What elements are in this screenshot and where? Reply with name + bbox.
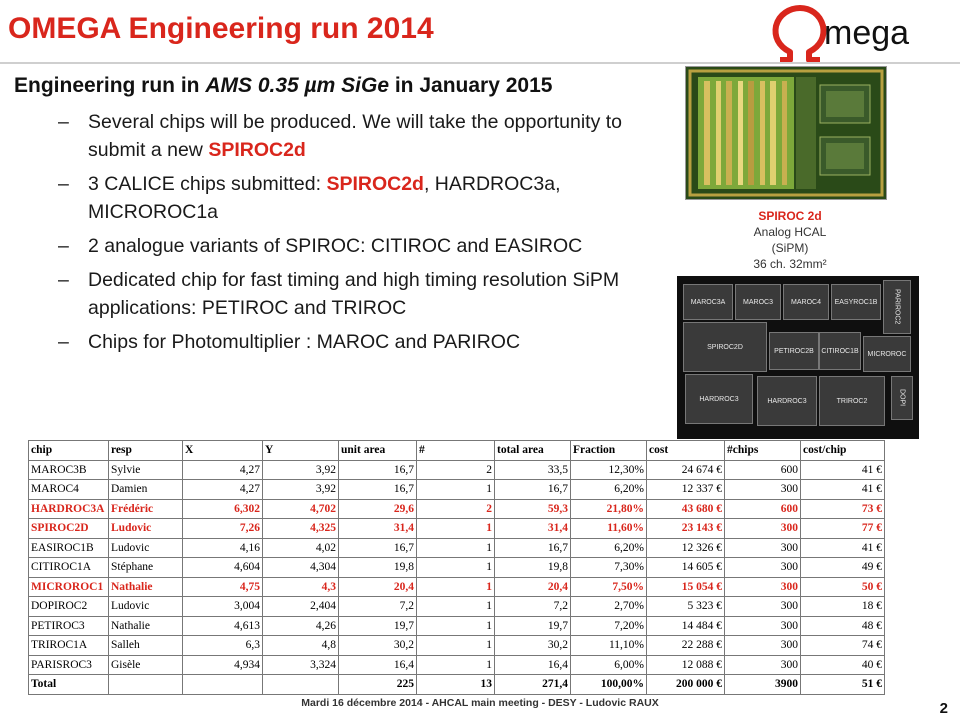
table-cell-y: 3,324 [263, 655, 339, 675]
layout-block-triroc2: TRIROC2 [819, 376, 885, 426]
table-cell-x: 4,75 [183, 577, 263, 597]
page-number: 2 [939, 700, 948, 717]
layout-block-petiroc2b: PETIROC2B [769, 332, 819, 370]
table-cell-cost: 12 337 € [647, 480, 725, 500]
bullet-item [58, 328, 658, 356]
table-cell-fraction: 7,50% [571, 577, 647, 597]
table-cell-unit-area: 16,7 [339, 480, 417, 500]
table-cell-nchips: 300 [725, 538, 801, 558]
table-cell-y: 4,304 [263, 558, 339, 578]
caption-title: SPIROC 2d [758, 209, 822, 223]
table-cell-nchips: 300 [725, 616, 801, 636]
column-header: resp [109, 441, 183, 461]
table-cell-resp [109, 675, 183, 695]
bullet-text: 3 CALICE chips submitted: [88, 173, 327, 195]
table-cell-unit-area: 31,4 [339, 519, 417, 539]
table-row [29, 538, 885, 558]
table-row [29, 499, 885, 519]
table-cell-cost: 200 000 € [647, 675, 725, 695]
table-cell-cost-chip: 40 € [801, 655, 885, 675]
table-cell-resp: Stéphane [109, 558, 183, 578]
bullet-list [58, 108, 658, 362]
table-cell-chip: CITIROC1A [29, 558, 109, 578]
table-cell-cost-chip: 74 € [801, 636, 885, 656]
table-cell-fraction: 11,60% [571, 519, 647, 539]
table-cell-n: 13 [417, 675, 495, 695]
column-header: cost/chip [801, 441, 885, 461]
bullet-item [58, 170, 658, 226]
layout-block-maroc3: MAROC3 [735, 284, 781, 320]
table-row [29, 655, 885, 675]
table-cell-fraction: 100,00% [571, 675, 647, 695]
bullet-text: Chips for Photomultiplier : MAROC and PARIROC [88, 331, 521, 353]
table-cell-x: 6,302 [183, 499, 263, 519]
table-cell-resp: Frédéric [109, 499, 183, 519]
table-cell-nchips: 300 [725, 480, 801, 500]
table-row [29, 460, 885, 480]
table-cell-unit-area: 16,7 [339, 460, 417, 480]
bullet-text-rest: , HARDROC3a, MICROROC1a [88, 173, 561, 223]
table-cell-y: 4,8 [263, 636, 339, 656]
table-cell-cost: 14 484 € [647, 616, 725, 636]
column-header: Fraction [571, 441, 647, 461]
table-cell-cost-chip: 41 € [801, 460, 885, 480]
table-cell-resp: Gisèle [109, 655, 183, 675]
table-cell-n: 1 [417, 480, 495, 500]
table-cell-resp: Nathalie [109, 616, 183, 636]
table-cell-n: 1 [417, 597, 495, 617]
table-cell-x: 4,16 [183, 538, 263, 558]
table-cell-fraction: 6,20% [571, 538, 647, 558]
table-cell-y: 4,702 [263, 499, 339, 519]
table-cell-total-area: 16,7 [495, 538, 571, 558]
heading-suffix: in January 2015 [389, 74, 553, 97]
table-cell-x: 4,613 [183, 616, 263, 636]
table-cell-nchips: 300 [725, 636, 801, 656]
table-cell-x: 6,3 [183, 636, 263, 656]
column-header: Y [263, 441, 339, 461]
bullet-dash: – [58, 269, 69, 291]
table-cell-chip: PARISROC3 [29, 655, 109, 675]
table-cell-total-area: 59,3 [495, 499, 571, 519]
layout-block-maroc4: MAROC4 [783, 284, 829, 320]
table-cell-total-area: 271,4 [495, 675, 571, 695]
table-cell-chip: DOPIROC2 [29, 597, 109, 617]
table-cell-cost: 22 288 € [647, 636, 725, 656]
table-cell-cost-chip: 77 € [801, 519, 885, 539]
table-row [29, 597, 885, 617]
bullet-item [58, 232, 658, 260]
table-cell-y: 2,404 [263, 597, 339, 617]
table-cell-nchips: 300 [725, 558, 801, 578]
table-cell-fraction: 11,10% [571, 636, 647, 656]
table-cell-chip: MAROC4 [29, 480, 109, 500]
table-cell-total-area: 30,2 [495, 636, 571, 656]
caption-line: 36 ch. 32mm² [753, 257, 827, 271]
table-cell-x: 4,934 [183, 655, 263, 675]
table-cell-x: 4,27 [183, 460, 263, 480]
table-cell-n: 1 [417, 558, 495, 578]
bullet-text: Dedicated chip for fast timing and high timing resolution SiPM applications: PETIROC and TRIROC [88, 269, 620, 319]
table-cell-resp: Ludovic [109, 597, 183, 617]
column-header: chip [29, 441, 109, 461]
table-cell-unit-area: 19,7 [339, 616, 417, 636]
bullet-item [58, 266, 658, 322]
column-header: cost [647, 441, 725, 461]
caption-line: Analog HCAL [753, 225, 827, 239]
table-row [29, 636, 885, 656]
table-cell-chip: MICROROC1 [29, 577, 109, 597]
table-cell-cost-chip: 41 € [801, 538, 885, 558]
bullet-dash: – [58, 235, 69, 257]
table-cell-resp: Nathalie [109, 577, 183, 597]
table-cell-cost: 43 680 € [647, 499, 725, 519]
table-cell-x [183, 675, 263, 695]
chip-cost-table [28, 440, 885, 695]
layout-block-easyroc1b: EASYROC1B [831, 284, 881, 320]
table-cell-total-area: 16,7 [495, 480, 571, 500]
table-cell-cost: 14 605 € [647, 558, 725, 578]
layout-block-hardroc3: HARDROC3 [685, 374, 753, 424]
table-cell-cost: 24 674 € [647, 460, 725, 480]
logo-text: mega [824, 14, 910, 52]
table-cell-nchips: 300 [725, 577, 801, 597]
table-cell-chip: EASIROC1B [29, 538, 109, 558]
column-header: # [417, 441, 495, 461]
table-cell-unit-area: 30,2 [339, 636, 417, 656]
chip-caption [740, 208, 840, 272]
table-cell-n: 2 [417, 499, 495, 519]
layout-block-hardroc3: HARDROC3 [757, 376, 817, 426]
column-header: #chips [725, 441, 801, 461]
table-cell-n: 1 [417, 577, 495, 597]
layout-block-microroc: MICROROC [863, 336, 911, 372]
table-cell-total-area: 20,4 [495, 577, 571, 597]
header-divider [0, 62, 960, 64]
table-cell-x: 4,27 [183, 480, 263, 500]
table-cell-y: 4,26 [263, 616, 339, 636]
table-cell-total-area: 19,7 [495, 616, 571, 636]
table-cell-y: 4,325 [263, 519, 339, 539]
slide-title: OMEGA Engineering run 2014 [8, 12, 434, 45]
column-header: unit area [339, 441, 417, 461]
bullet-highlight: SPIROC2d [208, 139, 306, 161]
table-cell-n: 1 [417, 538, 495, 558]
layout-block-pariroc2: PARIROC2 [883, 280, 911, 334]
table-cell-fraction: 21,80% [571, 499, 647, 519]
layout-block-citiroc1b: CITIROC1B [819, 332, 861, 370]
table-cell-fraction: 7,30% [571, 558, 647, 578]
omega-symbol-icon [766, 2, 830, 66]
table-cell-x: 3,004 [183, 597, 263, 617]
bullet-dash: – [58, 111, 69, 133]
table-cell-unit-area: 20,4 [339, 577, 417, 597]
table-cell-chip: TRIROC1A [29, 636, 109, 656]
layout-block-maroc3a: MAROC3A [683, 284, 733, 320]
table-cell-cost-chip: 49 € [801, 558, 885, 578]
table-cell-total-area: 33,5 [495, 460, 571, 480]
table-cell-total-area: 19,8 [495, 558, 571, 578]
table-cell-fraction: 2,70% [571, 597, 647, 617]
table-cell-y: 3,92 [263, 460, 339, 480]
chip-die-graphic [686, 67, 886, 199]
table-cell-fraction: 12,30% [571, 460, 647, 480]
heading-process: AMS 0.35 µm SiGe [205, 74, 390, 97]
table-cell-resp: Sylvie [109, 460, 183, 480]
bullet-dash: – [58, 331, 69, 353]
table-cell-n: 1 [417, 655, 495, 675]
table-cell-total-area: 31,4 [495, 519, 571, 539]
caption-line: (SiPM) [771, 241, 809, 255]
bullet-text: Several chips will be produced. We will take the opportunity to submit a new [88, 111, 623, 161]
table-cell-n: 1 [417, 616, 495, 636]
table-total-row [29, 675, 885, 695]
table-cell-chip: Total [29, 675, 109, 695]
footer-text: Mardi 16 décembre 2014 - AHCAL main meeting - DESY - Ludovic RAUX [301, 697, 659, 709]
bullet-item [58, 108, 658, 164]
table-row [29, 519, 885, 539]
table-cell-x: 7,26 [183, 519, 263, 539]
table-cell-chip: MAROC3B [29, 460, 109, 480]
table-cell-resp: Ludovic [109, 519, 183, 539]
table-row [29, 558, 885, 578]
table-cell-fraction: 6,20% [571, 480, 647, 500]
table-row [29, 577, 885, 597]
table-cell-cost-chip: 48 € [801, 616, 885, 636]
table-cell-fraction: 6,00% [571, 655, 647, 675]
table-cell-nchips: 300 [725, 519, 801, 539]
table-cell-cost-chip: 50 € [801, 577, 885, 597]
section-heading [14, 74, 552, 98]
heading-prefix: Engineering run in [14, 74, 206, 97]
table-cell-resp: Salleh [109, 636, 183, 656]
table-cell-nchips: 600 [725, 499, 801, 519]
table-cell-total-area: 7,2 [495, 597, 571, 617]
table-cell-resp: Damien [109, 480, 183, 500]
table-cell-nchips: 300 [725, 597, 801, 617]
table-cell-unit-area: 29,6 [339, 499, 417, 519]
table-cell-n: 2 [417, 460, 495, 480]
table-cell-unit-area: 225 [339, 675, 417, 695]
table-cell-cost: 15 054 € [647, 577, 725, 597]
submission-layout-image [677, 276, 919, 439]
table-body [29, 460, 885, 694]
table-cell-cost-chip: 51 € [801, 675, 885, 695]
table-cell-total-area: 16,4 [495, 655, 571, 675]
table-cell-cost-chip: 41 € [801, 480, 885, 500]
table-cell-resp: Ludovic [109, 538, 183, 558]
table-cell-unit-area: 7,2 [339, 597, 417, 617]
table-cell-cost-chip: 18 € [801, 597, 885, 617]
table-cell-y: 3,92 [263, 480, 339, 500]
spiroc-chip-layout-image [685, 66, 887, 200]
bullet-dash: – [58, 173, 69, 195]
table-cell-fraction: 7,20% [571, 616, 647, 636]
table-cell-n: 1 [417, 636, 495, 656]
column-header: total area [495, 441, 571, 461]
table-row [29, 480, 885, 500]
table-header-row [29, 441, 885, 461]
table-cell-unit-area: 19,8 [339, 558, 417, 578]
table-cell-y: 4,3 [263, 577, 339, 597]
table-cell-chip: SPIROC2D [29, 519, 109, 539]
table-cell-cost: 23 143 € [647, 519, 725, 539]
table-cell-chip: HARDROC3A [29, 499, 109, 519]
layout-block-spiroc2d: SPIROC2D [683, 322, 767, 372]
table-cell-y [263, 675, 339, 695]
table-cell-cost-chip: 73 € [801, 499, 885, 519]
table-cell-cost: 5 323 € [647, 597, 725, 617]
omega-logo [766, 2, 926, 66]
table-cell-nchips: 600 [725, 460, 801, 480]
table-cell-nchips: 300 [725, 655, 801, 675]
layout-block-dopi: DOPI [891, 376, 913, 420]
table-cell-cost: 12 326 € [647, 538, 725, 558]
bullet-text: 2 analogue variants of SPIROC: CITIROC and EASIROC [88, 235, 583, 257]
table-row [29, 616, 885, 636]
table-cell-cost: 12 088 € [647, 655, 725, 675]
table-cell-chip: PETIROC3 [29, 616, 109, 636]
bullet-highlight: SPIROC2d [326, 173, 424, 195]
column-header: X [183, 441, 263, 461]
table-cell-nchips: 3900 [725, 675, 801, 695]
table-cell-y: 4,02 [263, 538, 339, 558]
table-cell-n: 1 [417, 519, 495, 539]
table-cell-unit-area: 16,4 [339, 655, 417, 675]
table-cell-unit-area: 16,7 [339, 538, 417, 558]
table-cell-x: 4,604 [183, 558, 263, 578]
